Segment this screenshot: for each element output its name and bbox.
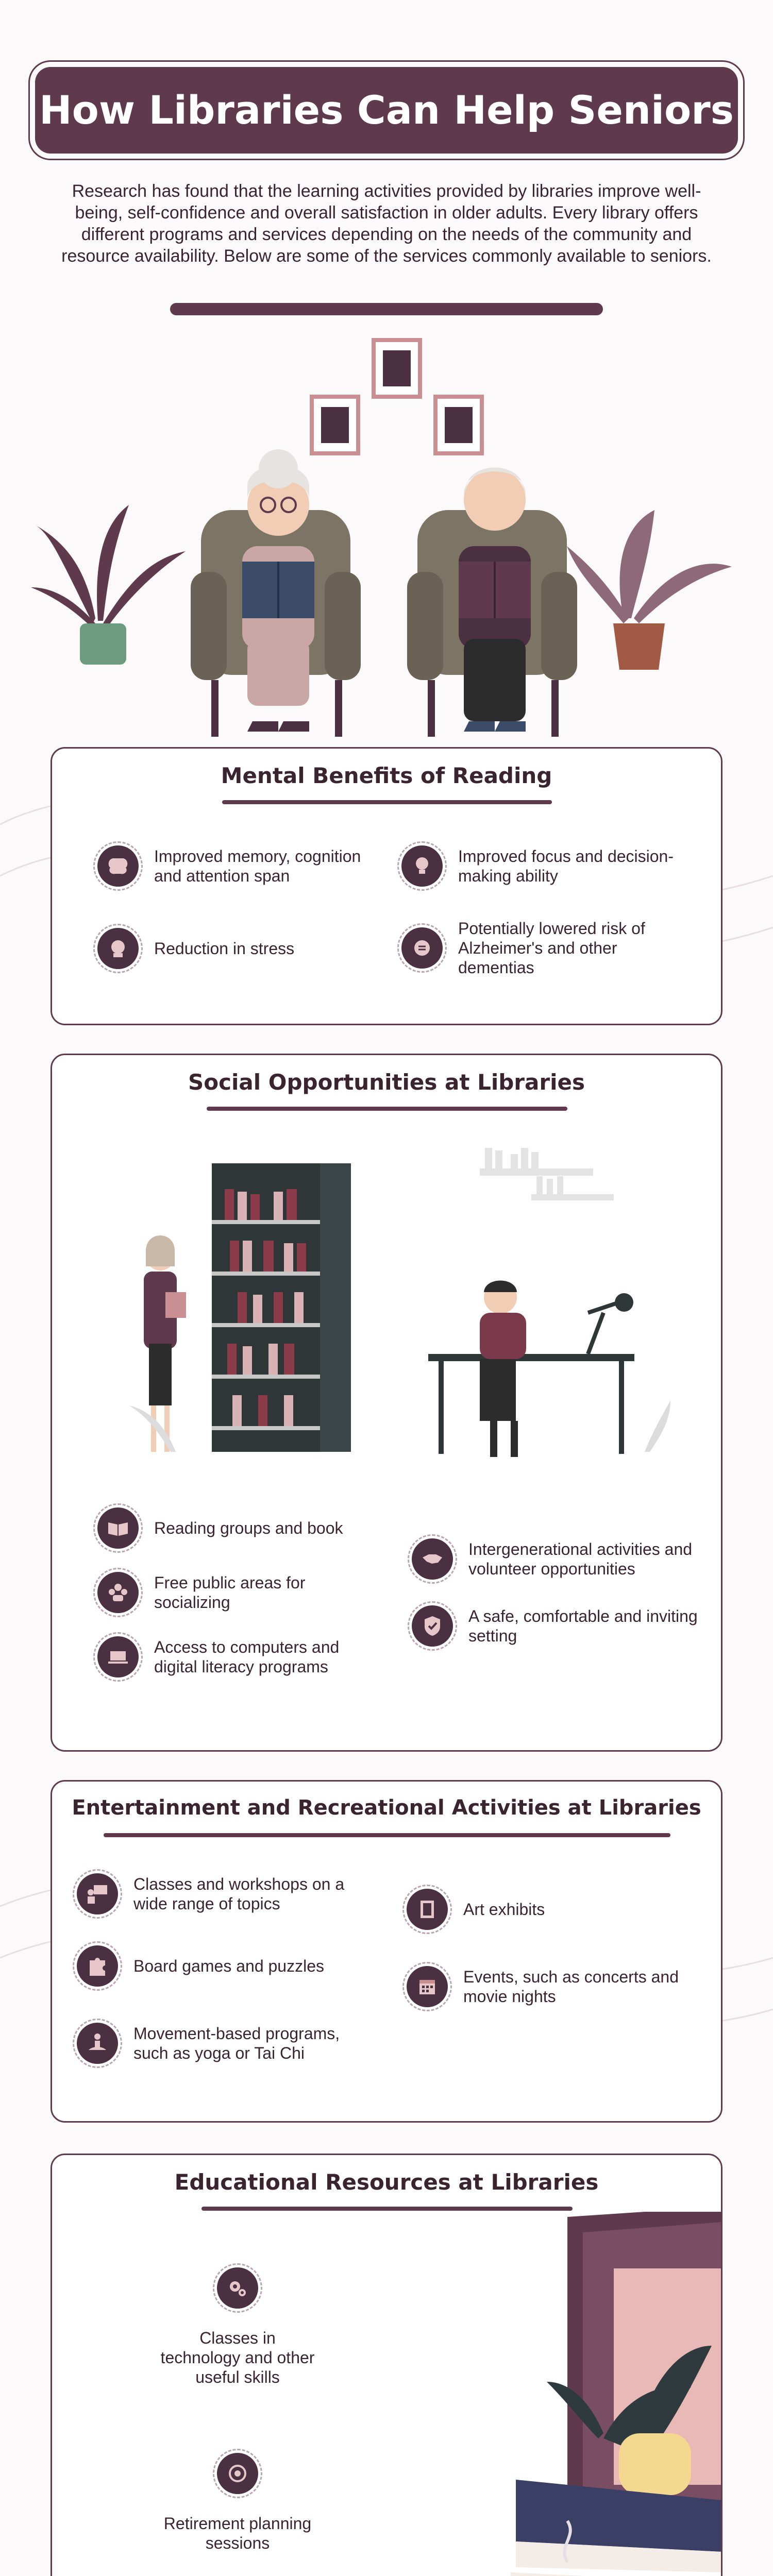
section-title: Mental Benefits of Reading xyxy=(221,763,552,788)
section-title-rule xyxy=(201,2207,573,2211)
item-text: Improved focus and decision-making ability xyxy=(458,847,674,885)
seated-man xyxy=(480,1281,526,1458)
list-item xyxy=(397,841,686,891)
title-banner xyxy=(35,67,738,154)
library-illustration xyxy=(109,1148,676,1467)
educational-resources-card xyxy=(51,2154,722,2576)
list-item xyxy=(73,2019,361,2068)
mental-benefits-card xyxy=(51,747,722,1025)
shield-check-icon xyxy=(408,1601,457,1651)
section-title: Educational Resources at Libraries xyxy=(174,2170,599,2195)
presenter-icon xyxy=(73,1869,122,1919)
man-reading xyxy=(407,468,577,737)
item-text: Access to computers and digital literacy programs xyxy=(154,1638,340,1676)
books-and-coffee-illustration xyxy=(382,2212,722,2576)
item-text: Classes in technology and other useful skills xyxy=(160,2329,315,2386)
item-text: Events, such as concerts and movie nights xyxy=(463,1968,679,2006)
target-icon xyxy=(213,2449,262,2498)
wall-frames xyxy=(312,340,482,453)
section-title-rule xyxy=(104,1833,670,1837)
list-item xyxy=(93,1503,382,1553)
list-item xyxy=(402,1962,701,2011)
people-group-icon xyxy=(93,1568,143,1617)
section-title: Social Opportunities at Libraries xyxy=(188,1070,585,1095)
list-item xyxy=(73,1869,361,1919)
section-title-rule xyxy=(207,1107,567,1111)
right-plant xyxy=(567,510,732,670)
item-text: Free public areas for socializing xyxy=(154,1573,306,1612)
seniors-reading-illustration xyxy=(31,330,742,742)
brain-health-icon xyxy=(397,923,447,973)
reading-desk xyxy=(428,1293,634,1454)
list-item xyxy=(93,924,382,973)
section-title-rule xyxy=(222,800,552,804)
intro-divider xyxy=(170,303,603,315)
list-item xyxy=(402,1885,691,1934)
puzzle-icon xyxy=(73,1941,122,1991)
item-text: A safe, comfortable and inviting setting xyxy=(468,1607,698,1645)
gears-icon xyxy=(213,2263,262,2313)
item-text: Board games and puzzles xyxy=(133,1957,324,1975)
social-opportunities-card xyxy=(51,1054,722,1752)
item-text: Art exhibits xyxy=(463,1900,545,1919)
list-item xyxy=(160,2263,315,2387)
list-item xyxy=(408,1534,707,1584)
item-text: Reduction in stress xyxy=(154,939,295,958)
list-item xyxy=(147,2449,328,2553)
list-item xyxy=(397,919,696,977)
open-book-icon xyxy=(93,1503,143,1553)
item-text: Intergenerational activities and volunteer opportunities xyxy=(468,1540,693,1578)
item-text: Reading groups and book xyxy=(154,1519,343,1537)
section-title: Entertainment and Recreational Activities at Libraries xyxy=(72,1796,701,1820)
yoga-icon xyxy=(73,2019,122,2068)
list-item xyxy=(93,1632,382,1682)
woman-reading xyxy=(191,449,361,737)
list-item xyxy=(93,841,382,891)
brain-icon xyxy=(93,841,143,891)
left-plant xyxy=(31,505,186,665)
item-text: Movement-based programs, such as yoga or Tai Chi xyxy=(133,2024,340,2062)
page-title: How Libraries Can Help Seniors xyxy=(39,87,734,133)
stress-head-icon xyxy=(93,924,143,973)
lightbulb-icon xyxy=(397,841,447,891)
picture-frame-icon xyxy=(402,1885,452,1934)
calendar-icon xyxy=(402,1962,452,2011)
intro-paragraph: Research has found that the learning activities provided by libraries improve well-being, self-confidence and overall satisfaction in older adults. Every library offers different programs and services depending on the needs of the community and resource availability. Below are some of the services commonly available to seniors. xyxy=(61,181,712,266)
item-text: Retirement planning sessions xyxy=(163,2514,312,2552)
list-item xyxy=(408,1601,707,1651)
list-item xyxy=(93,1568,382,1617)
laptop-user-icon xyxy=(93,1632,143,1682)
list-item xyxy=(73,1941,361,1991)
bookshelf xyxy=(212,1163,351,1452)
item-text: Improved memory, cognition and attention span xyxy=(154,847,361,885)
item-text: Classes and workshops on a wide range of topics xyxy=(133,1875,345,1913)
entertainment-card xyxy=(51,1780,722,2123)
handshake-icon xyxy=(408,1534,457,1584)
item-text: Potentially lowered risk of Alzheimer's and other dementias xyxy=(458,919,645,977)
